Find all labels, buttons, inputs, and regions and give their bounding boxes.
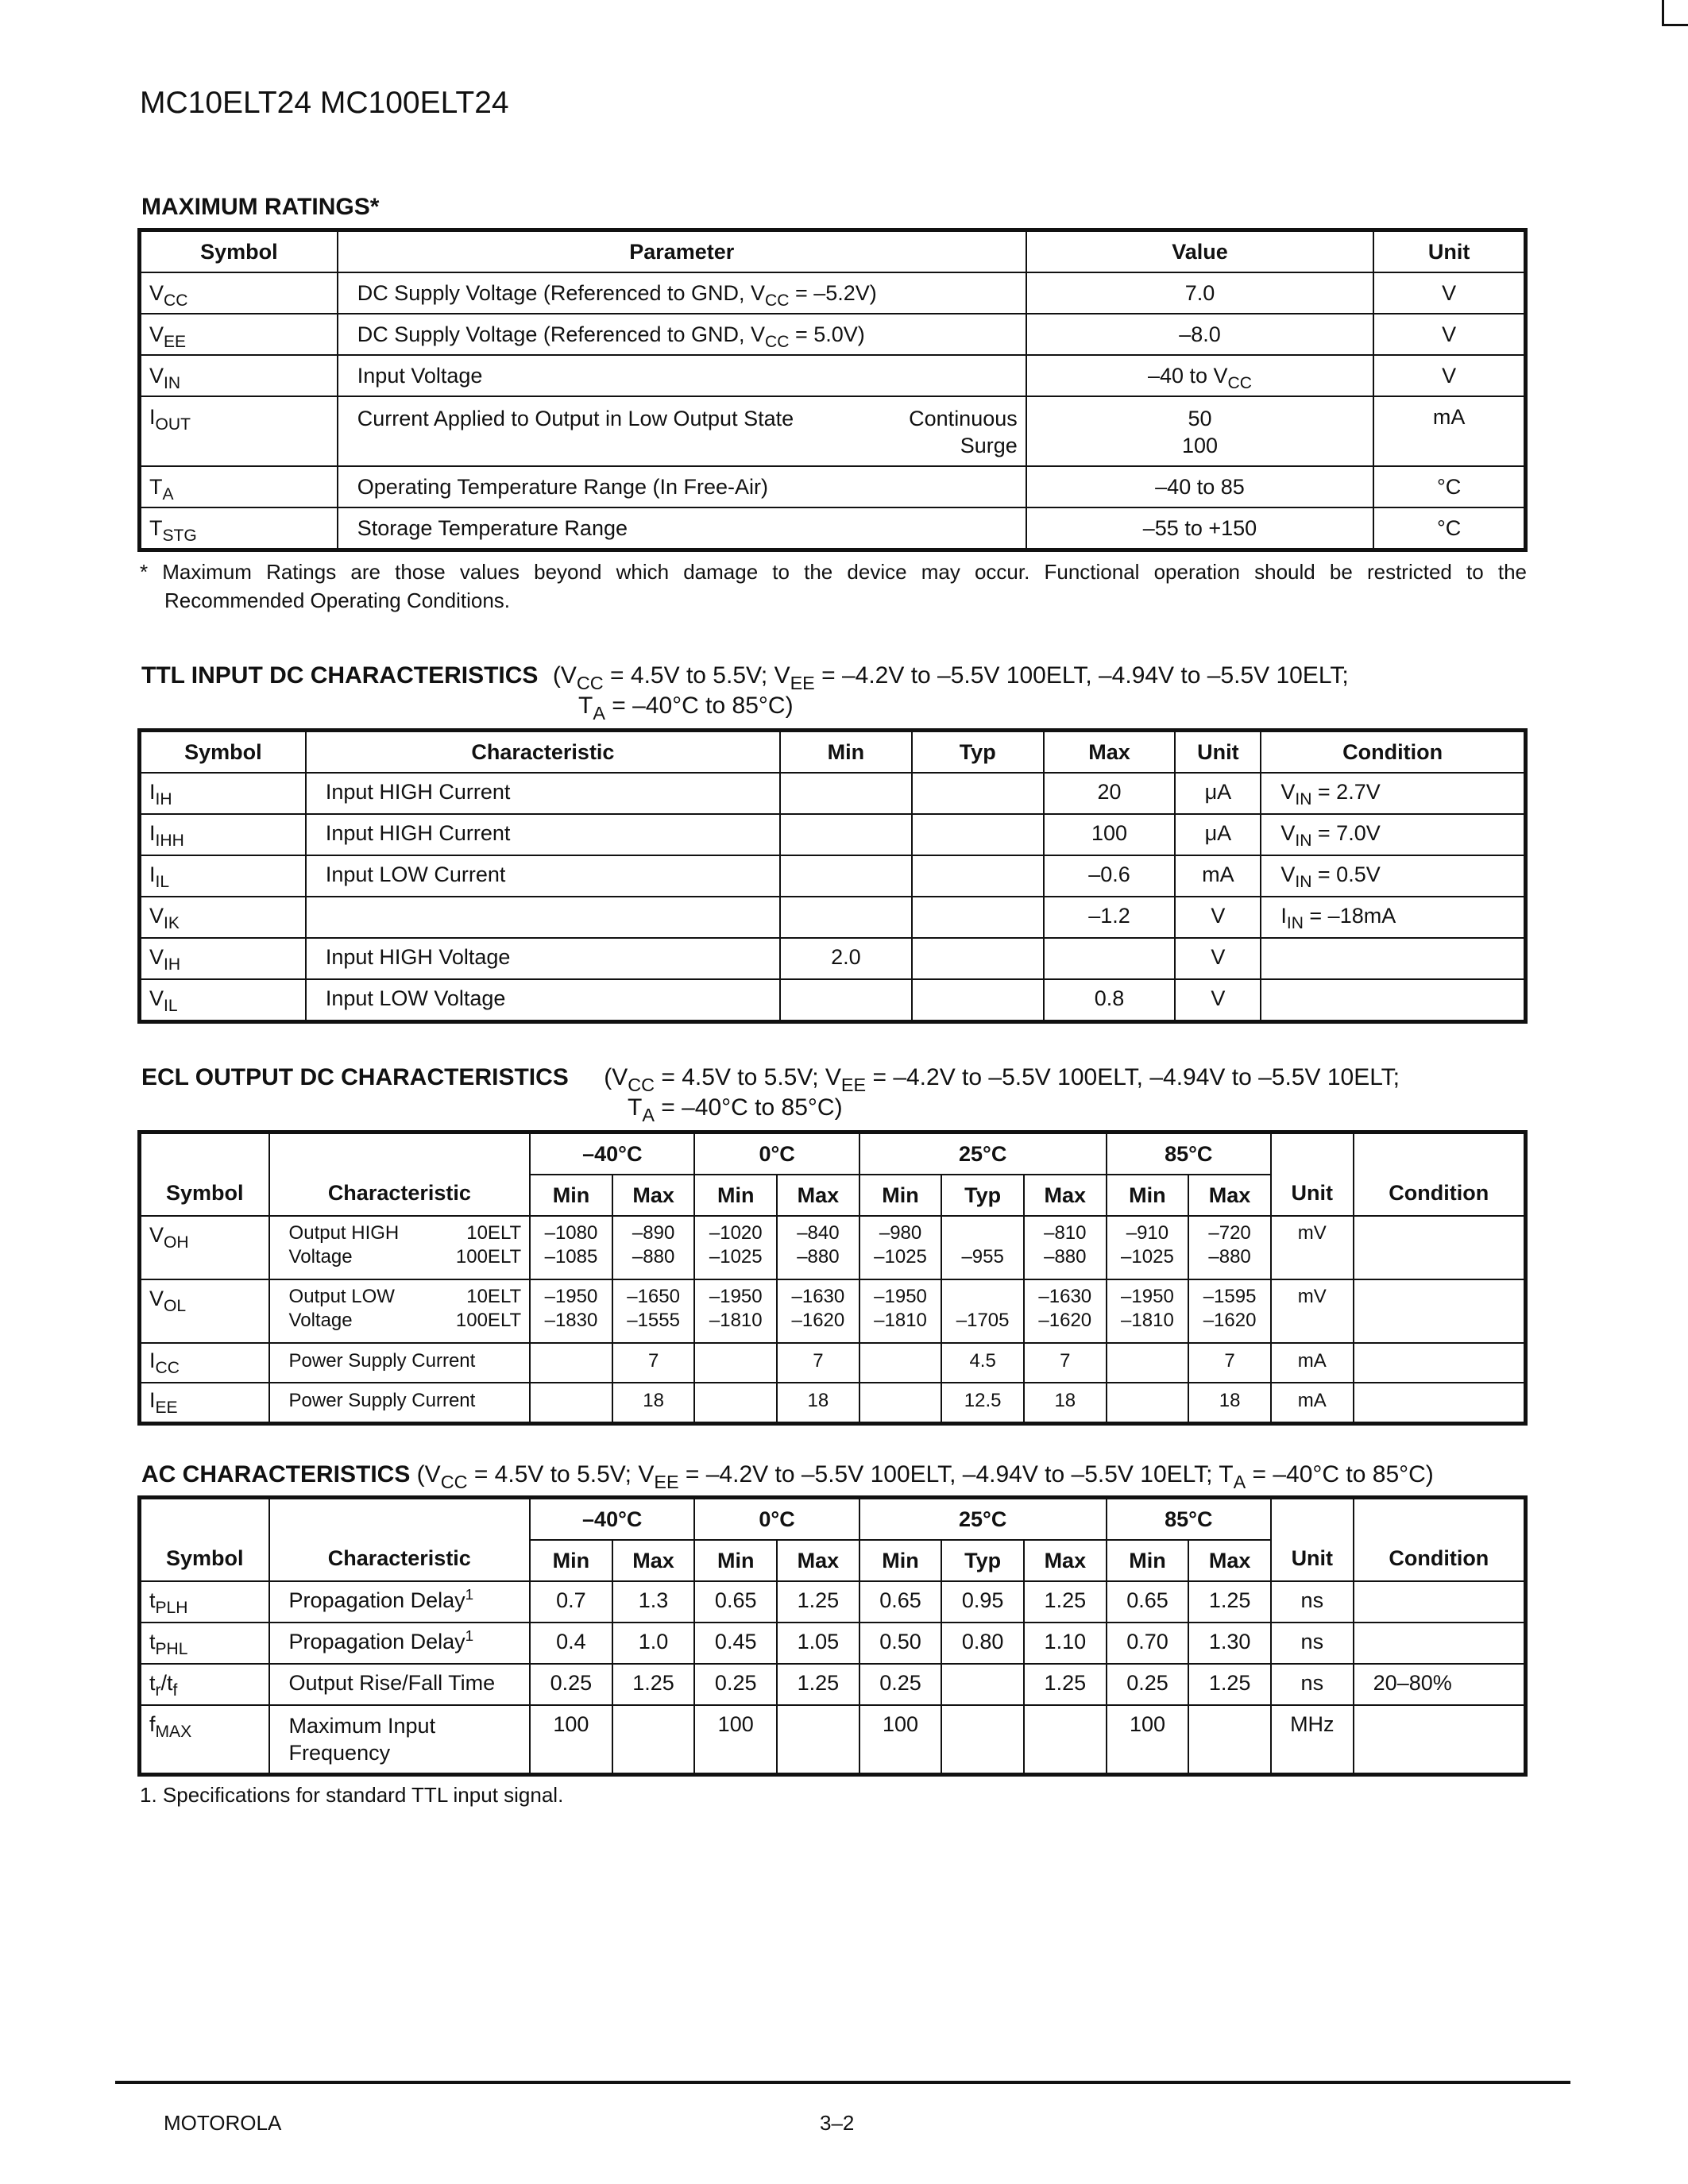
temp-header: –40°C [530,1499,694,1540]
value-cell [530,1343,612,1383]
value-cell: 0.95 [941,1581,1024,1623]
value-cell: –720 –880 [1188,1216,1271,1279]
ac-conditions: ($V_{CC} = 4.5V$ to 5.5V; $V_{EE} = -4.2V$ to –5.5V 100ELT, –4.94V to –5.5V 10ELT; $T_A = -40^\circ C$ to 85°C) [410,1461,1434,1493]
min-cell [780,855,912,897]
value-cell: –8.0 [1026,314,1373,355]
value-cell: 0.25 [530,1664,612,1705]
max-ratings-title: MAXIMUM RATINGS* [141,194,380,220]
ac-heading [141,1461,1434,1493]
parameter-cell: DC Supply Voltage (Referenced to GND, $V_{CC} = 5.0V$) [338,314,1026,355]
value-cell: 0.50 [859,1623,942,1664]
unit-cell: V [1373,314,1524,355]
value-cell: –1705 [941,1279,1024,1343]
value-cell [859,1383,942,1422]
unit-cell: ns [1271,1581,1354,1623]
unit-cell: mV [1271,1216,1354,1279]
max-cell: –1.2 [1044,897,1176,938]
parameter-cell: Storage Temperature Range [338,507,1026,549]
max-ratings-footnote-cont: Recommended Operating Conditions. [164,588,511,612]
col-header: Typ [912,731,1044,773]
footer-divider [115,2081,1570,2084]
col-header: Symbol [141,1499,269,1581]
value-cell: 1.25 [612,1664,695,1705]
unit-cell: V [1373,355,1524,396]
col-header: Symbol [141,731,306,773]
table-row [141,1581,1524,1623]
table-row [141,1664,1524,1705]
table-row [141,938,1524,979]
symbol-cell: $I_{IHH}$ [141,814,306,855]
symbol-cell: $V_{IN}$ [141,355,338,396]
characteristic-cell [306,897,780,938]
table-row [141,507,1524,549]
table-row [141,355,1524,396]
value-cell: 1.0 [612,1623,695,1664]
value-cell: 1.25 [1188,1581,1271,1623]
col-header: Characteristic [306,731,780,773]
temp-header: 25°C [859,1499,1107,1540]
symbol-cell: $I_{IH}$ [141,773,306,814]
min-cell: 2.0 [780,938,912,979]
col-header: Max [1044,731,1176,773]
symbol-cell: $V_{CC}$ [141,272,338,314]
condition-cell: $V_{IN} = 0.5V$ [1261,855,1524,897]
characteristic-cell: Input HIGH Current [306,773,780,814]
condition-cell [1354,1279,1524,1343]
symbol-cell: $V_{IH}$ [141,938,306,979]
value-cell: 7 [1188,1343,1271,1383]
unit-cell: μA [1175,773,1261,814]
value-cell: 0.65 [694,1581,777,1623]
unit-cell: V [1175,979,1261,1021]
ecl-heading [141,1064,1400,1096]
value-cell [530,1383,612,1422]
table-row [141,1216,1524,1279]
col-header: Unit [1175,731,1261,773]
temp-header: –40°C [530,1133,694,1175]
col-header: Min [780,731,912,773]
ttl-conditions-2: $T_A = -40^\circ C$ to 85°C) [578,693,794,724]
condition-cell [1354,1623,1524,1664]
table-row [141,1343,1524,1383]
sub-header: Min [530,1175,612,1216]
symbol-cell: $V_{EE}$ [141,314,338,355]
value-cell: –1950 –1810 [1107,1279,1189,1343]
max-cell: 100 [1044,814,1176,855]
condition-cell [1354,1343,1524,1383]
max-cell: 20 [1044,773,1176,814]
sub-header: Min [859,1540,942,1581]
characteristic-cell: Power Supply Current [269,1383,531,1422]
characteristic-cell: Maximum Input Frequency [269,1705,531,1773]
parameter-cell: DC Supply Voltage (Referenced to GND, $V_{CC} = -5.2V$) [338,272,1026,314]
value-cell: –890 –880 [612,1216,695,1279]
symbol-cell: $t_r/t_f$ [141,1664,269,1705]
sub-header: Typ [941,1175,1024,1216]
temp-header: 0°C [694,1499,859,1540]
value-cell [859,1343,942,1383]
value-cell [941,1664,1024,1705]
value-cell: 100 [530,1705,612,1773]
value-cell [612,1705,695,1773]
sub-header: Max [612,1540,695,1581]
value-cell: 100 [694,1705,777,1773]
sub-header: Min [1107,1540,1189,1581]
value-cell: 0.70 [1107,1623,1189,1664]
col-header: Condition [1261,731,1524,773]
value-cell: 1.05 [777,1623,859,1664]
table-row [141,1623,1524,1664]
value-cell: 0.65 [1107,1581,1189,1623]
min-cell [780,897,912,938]
value-cell: –40 to 85 [1026,466,1373,507]
value-cell: 1.25 [777,1581,859,1623]
table-row [141,466,1524,507]
unit-cell: mA [1271,1343,1354,1383]
symbol-cell: $V_{IK}$ [141,897,306,938]
value-cell: 0.45 [694,1623,777,1664]
condition-cell: 20–80% [1354,1664,1524,1705]
max-cell [1044,938,1176,979]
ttl-table [140,731,1525,1021]
col-header: Unit [1271,1133,1354,1216]
condition-cell [1261,938,1524,979]
value-cell [694,1383,777,1422]
temp-header: 25°C [859,1133,1107,1175]
col-header: Characteristic [269,1499,531,1581]
value-cell: 18 [777,1383,859,1422]
table-row [141,855,1524,897]
value-cell [777,1705,859,1773]
ac-table [140,1498,1525,1774]
symbol-cell: $V_{OH}$ [141,1216,269,1279]
condition-cell [1354,1383,1524,1422]
footer-brand: MOTOROLA [164,2111,282,2135]
typ-cell [912,773,1044,814]
sub-header: Max [1188,1175,1271,1216]
table-row [141,773,1524,814]
temp-header: 0°C [694,1133,859,1175]
value-cell: –1950 –1830 [530,1279,612,1343]
ac-title: AC CHARACTERISTICS [141,1461,411,1488]
value-cell: 0.80 [941,1623,1024,1664]
parameter-cell: Operating Temperature Range (In Free-Air) [338,466,1026,507]
ecl-conditions-2: $T_A = -40^\circ C$ to 85°C) [628,1094,843,1126]
condition-cell [1261,979,1524,1021]
ttl-title: TTL INPUT DC CHARACTERISTICS [141,662,539,689]
value-cell: 12.5 [941,1383,1024,1422]
value-cell: –980 –1025 [859,1216,942,1279]
unit-cell: μA [1175,814,1261,855]
value-cell: 0.25 [859,1664,942,1705]
table-row [141,1705,1524,1773]
value-cell: –40 to $V_{CC}$ [1026,355,1373,396]
characteristic-cell: Propagation Delay$^1$ [269,1623,531,1664]
symbol-cell: $T_A$ [141,466,338,507]
sub-header: Min [1107,1175,1189,1216]
typ-cell [912,979,1044,1021]
characteristic-cell: Propagation Delay$^1$ [269,1581,531,1623]
table-row [141,396,1524,466]
sub-header: Typ [941,1540,1024,1581]
value-cell: 7 [1024,1343,1107,1383]
min-cell [780,979,912,1021]
unit-cell: mA [1373,396,1524,466]
value-cell: 7.0 [1026,272,1373,314]
typ-cell [912,855,1044,897]
value-cell: 100 [859,1705,942,1773]
value-cell [694,1343,777,1383]
value-cell: 1.25 [1024,1581,1107,1623]
symbol-cell: $I_{OUT}$ [141,396,338,466]
value-cell: 1.10 [1024,1623,1107,1664]
value-cell: –910 –1025 [1107,1216,1189,1279]
characteristic-cell: Power Supply Current [269,1343,531,1383]
typ-cell [912,938,1044,979]
sub-header: Max [1024,1175,1107,1216]
value-cell: 0.65 [859,1581,942,1623]
value-cell: 4.5 [941,1343,1024,1383]
characteristic-cell: Output LOW 10ELT Voltage 100ELT [269,1279,531,1343]
unit-cell: ns [1271,1623,1354,1664]
col-header: Characteristic [269,1133,531,1216]
col-header: Condition [1354,1499,1524,1581]
crop-mark [1662,0,1688,26]
ecl-conditions: ($V_{CC} = 4.5V$ to 5.5V; $V_{EE} = -4.2V$ to –5.5V 100ELT, –4.94V to –5.5V 10ELT; [604,1064,1400,1096]
characteristic-cell: Output Rise/Fall Time [269,1664,531,1705]
symbol-cell: $V_{OL}$ [141,1279,269,1343]
unit-cell: V [1175,938,1261,979]
characteristic-cell: Input HIGH Voltage [306,938,780,979]
ecl-title: ECL OUTPUT DC CHARACTERISTICS [141,1064,569,1090]
sub-header: Max [777,1175,859,1216]
value-cell: 7 [612,1343,695,1383]
ttl-heading [141,662,1349,694]
table-row [141,897,1524,938]
value-cell: 1.25 [1024,1664,1107,1705]
table-row [141,1279,1524,1343]
sub-header: Min [530,1540,612,1581]
condition-cell [1354,1705,1524,1773]
value-cell: 0.25 [694,1664,777,1705]
value-cell: –810 –880 [1024,1216,1107,1279]
unit-cell: V [1175,897,1261,938]
value-cell [1107,1383,1189,1422]
value-cell: –1950 –1810 [694,1279,777,1343]
sub-header: Max [1024,1540,1107,1581]
value-cell: 0.25 [1107,1664,1189,1705]
value-cell: 1.25 [1188,1664,1271,1705]
value-cell [1024,1705,1107,1773]
max-ratings-table [140,230,1525,550]
symbol-cell: $I_{EE}$ [141,1383,269,1422]
condition-cell: $V_{IN} = 2.7V$ [1261,773,1524,814]
table-row [141,979,1524,1021]
col-header: Condition [1354,1133,1524,1216]
unit-cell: °C [1373,507,1524,549]
col-header: Value [1026,231,1373,272]
document-title: MC10ELT24 MC100ELT24 [140,86,509,120]
symbol-cell: $I_{IL}$ [141,855,306,897]
value-cell: –1650 –1555 [612,1279,695,1343]
value-cell [1107,1343,1189,1383]
characteristic-cell: Input LOW Current [306,855,780,897]
value-cell: –955 [941,1216,1024,1279]
sub-header: Min [694,1175,777,1216]
value-cell [941,1705,1024,1773]
value-cell: 100 [1107,1705,1189,1773]
value-cell: 1.30 [1188,1623,1271,1664]
max-cell: 0.8 [1044,979,1176,1021]
value-cell: 0.4 [530,1623,612,1664]
col-header: Unit [1373,231,1524,272]
condition-cell [1354,1216,1524,1279]
sub-header: Max [612,1175,695,1216]
symbol-cell: $t_{PLH}$ [141,1581,269,1623]
sub-header: Min [859,1175,942,1216]
value-cell: 18 [612,1383,695,1422]
unit-cell: °C [1373,466,1524,507]
symbol-cell: $V_{IL}$ [141,979,306,1021]
unit-cell: ns [1271,1664,1354,1705]
unit-cell: mA [1271,1383,1354,1422]
value-cell: 50 100 [1026,396,1373,466]
value-cell: –1020 –1025 [694,1216,777,1279]
value-cell: –840 –880 [777,1216,859,1279]
unit-cell: V [1373,272,1524,314]
col-header: Parameter [338,231,1026,272]
typ-cell [912,897,1044,938]
unit-cell: MHz [1271,1705,1354,1773]
table-row [141,272,1524,314]
value-cell: –1080 –1085 [530,1216,612,1279]
ac-footnote: 1. Specifications for standard TTL input signal. [140,1783,564,1807]
typ-cell [912,814,1044,855]
min-cell [780,773,912,814]
page-number: 3–2 [820,2111,855,2135]
sub-header: Min [694,1540,777,1581]
ecl-table [140,1133,1525,1423]
condition-cell: $V_{IN} = 7.0V$ [1261,814,1524,855]
characteristic-cell: Input HIGH Current [306,814,780,855]
symbol-cell: $T_{STG}$ [141,507,338,549]
temp-header: 85°C [1107,1499,1271,1540]
value-cell: 18 [1024,1383,1107,1422]
temp-header: 85°C [1107,1133,1271,1175]
sub-header: Max [1188,1540,1271,1581]
unit-cell: mV [1271,1279,1354,1343]
value-cell: –1595 –1620 [1188,1279,1271,1343]
value-cell: –55 to +150 [1026,507,1373,549]
symbol-cell: $f_{MAX}$ [141,1705,269,1773]
col-header: Unit [1271,1499,1354,1581]
value-cell: –1950 –1810 [859,1279,942,1343]
value-cell: 1.3 [612,1581,695,1623]
min-cell [780,814,912,855]
max-cell: –0.6 [1044,855,1176,897]
parameter-cell: Current Applied to Output in Low Output State Continuous Surge [338,396,1026,466]
symbol-cell: $t_{PHL}$ [141,1623,269,1664]
value-cell: 18 [1188,1383,1271,1422]
table-row [141,814,1524,855]
symbol-cell: $I_{CC}$ [141,1343,269,1383]
condition-cell [1354,1581,1524,1623]
unit-cell: mA [1175,855,1261,897]
value-cell: –1630 –1620 [777,1279,859,1343]
condition-cell: $I_{IN} = -18mA$ [1261,897,1524,938]
value-cell: 0.7 [530,1581,612,1623]
value-cell [1188,1705,1271,1773]
value-cell: 1.25 [777,1664,859,1705]
ttl-conditions: ($V_{CC} = 4.5V$ to 5.5V; $V_{EE} = -4.2V$ to –5.5V 100ELT, –4.94V to –5.5V 10ELT; [552,662,1349,694]
col-header: Symbol [141,231,338,272]
value-cell: –1630 –1620 [1024,1279,1107,1343]
characteristic-cell: Input LOW Voltage [306,979,780,1021]
parameter-cell: Input Voltage [338,355,1026,396]
table-row [141,314,1524,355]
sub-header: Max [777,1540,859,1581]
value-cell: 7 [777,1343,859,1383]
table-row [141,1383,1524,1422]
col-header: Symbol [141,1133,269,1216]
characteristic-cell: Output HIGH 10ELT Voltage 100ELT [269,1216,531,1279]
max-ratings-footnote: * Maximum Ratings are those values beyond which damage to the device may occur. Functional operation should be restricted to the [140,560,1527,584]
